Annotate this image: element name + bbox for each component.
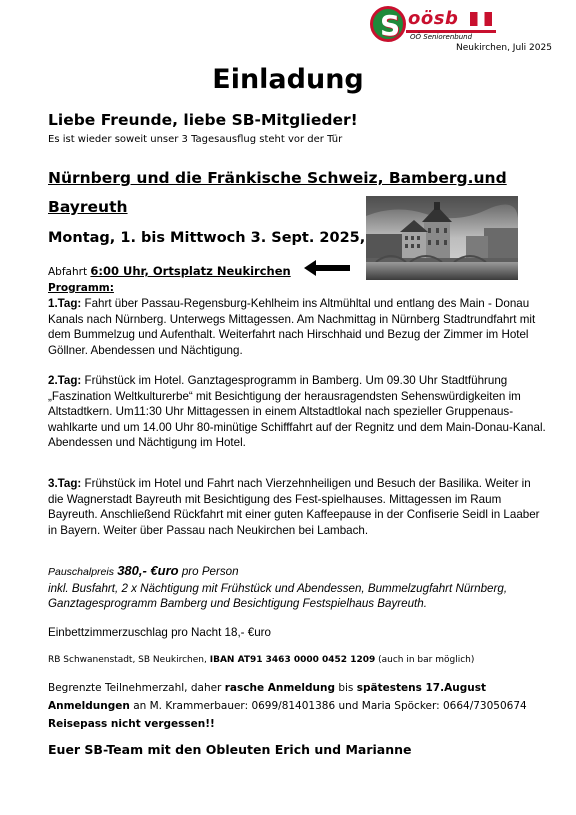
price-label: Pauschalpreis [48,566,114,578]
registration-label: Anmeldungen [48,700,130,712]
price-block [48,563,548,612]
departure [48,264,291,278]
registration [48,679,568,733]
limit-c: bis [338,682,354,694]
page-title: Einladung [212,64,364,95]
arrow-left-icon [304,258,350,278]
program-label: Programm: [48,282,114,294]
day-2-label: 2.Tag: [48,374,82,387]
bank-iban: IBAN AT91 3463 0000 0452 1209 [209,655,376,665]
day-1-label: 1.Tag: [48,297,82,310]
logo-badge: S [370,6,406,42]
day-2-text: Frühstück im Hotel. Ganztagesprogramm in Bamberg. Um 09.30 Uhr Stadtführung „Faszination Weltkulturerbe“ mit Besichtigung der herausragendsten Sehenswürdigkeiten im Altstadtkern. Um11:30 Uhr Mittagessen in einem Altstadtlokal nach spezieller Gruppenaus-wahlkarte und um 14.00 Uhr 80-minütige Schifffahrt auf der Regnitz und dem Main-Donau-Kanal. [48,374,546,434]
flag-icon [470,12,492,26]
bamberg-town-hall-photo [366,196,518,280]
bank-text: RB Schwanenstadt, SB Neukirchen, [48,655,207,665]
day-3 [48,476,548,538]
logo-subtitle: OÖ Seniorenbund [410,33,473,41]
intro-text: Es ist wieder soweit unser 3 Tagesausflug steht vor der Tür [48,134,343,145]
day-1-text: Fahrt über Passau-Regensburg-Kehlheim ins Altmühltal und entlang des Main - Donau Kanals nach Nürnberg. Unterwegs Mittagessen. Am Nachmittag in Nürnberg Stadtrundfahrt mit dem Bummelzug und Aufenthalt. Weiterfahrt nach Hirschhaid und Bezug der Zimmer im Hotel Göllner. Abendessen und Nächtigung. [48,297,536,357]
passport-reminder: Reisepass nicht vergessen!! [48,718,215,730]
place-date: Neukirchen, Juli 2025 [456,43,552,53]
greeting: Liebe Freunde, liebe SB-Mitglieder! [48,111,358,129]
departure-label: Abfahrt [48,266,88,278]
limit-d: spätestens 17.August [356,682,486,694]
day-1 [48,296,548,358]
price-includes: inkl. Busfahrt, 2 x Nächtigung mit Frühstück und Abendessen, Bummelzugfahrt Nürnberg, Ganztagesprogramm Bamberg und Besichtigung Festspielhaus Bayreuth. [48,581,508,611]
logo-wordmark: oösb [408,8,459,29]
limit-b: rasche Anmeldung [224,682,335,694]
day-2-text-evening: Abendessen und Nächtigung im Hotel. [48,436,246,450]
signoff: Euer SB-Team mit den Obleuten Erich und Marianne [48,742,412,757]
price-suffix: pro Person [181,565,239,578]
registration-contacts: an M. Krammerbauer: 0699/81401386 und Maria Spöcker: 0664/73050674 [133,700,527,712]
seniorenbund-logo [370,6,490,46]
bank-details [48,655,474,665]
trip-dates: Montag, 1. bis Mittwoch 3. Sept. 2025, [48,230,366,246]
destination-heading: Nürnberg und die Fränkische Schweiz, Bamberg.und Bayreuth [48,169,507,216]
departure-value: 6:00 Uhr, Ortsplatz Neukirchen [90,264,291,278]
bank-note: (auch in bar möglich) [378,655,475,665]
limit-a: Begrenzte Teilnehmerzahl, daher [48,682,222,694]
price-amount: 380,- €uro [117,563,179,578]
single-room-supplement: Einbettzimmerzuschlag pro Nacht 18,- €uro [48,626,271,639]
day-3-label: 3.Tag: [48,477,82,490]
day-3-text: Frühstück im Hotel und Fahrt nach Vierzehnheiligen und Besuch der Basilika. Weiter in die Wagnerstadt Bayreuth mit Besichtigung des Fest-spielhauses. Mittagessen im Raum Bayreuth. Anschließend Rückfahrt mit einer guten Kaffeepause in der Confiserie Seidl in Laaber in Bayern. Weiter über Passau nach Neukirchen bei Lambach. [48,477,540,537]
day-2 [48,373,548,451]
